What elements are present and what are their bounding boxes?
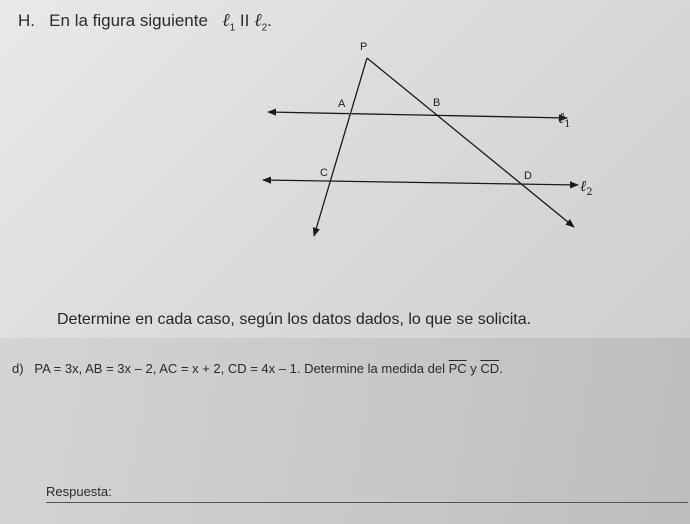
label-a: A	[338, 98, 346, 110]
label-l2-symbol: ℓ	[580, 177, 587, 195]
heading-l1: ℓ	[222, 10, 230, 31]
label-l1-sub: 1	[564, 119, 571, 130]
heading-l2: ℓ	[254, 10, 262, 31]
label-d: D	[524, 170, 532, 182]
heading-letter: H.	[18, 11, 35, 30]
label-l2	[580, 177, 593, 198]
label-l1-symbol: ℓ	[558, 109, 565, 127]
answer-label: Respuesta:	[46, 484, 112, 499]
problem-label: d)	[12, 361, 24, 376]
heading-l1-sub: 1	[229, 22, 236, 34]
problem-connector: y	[470, 361, 477, 376]
line-pd	[367, 58, 574, 227]
line-pc	[314, 58, 367, 236]
answer-line[interactable]	[46, 502, 688, 503]
instruction-text: Determine en cada caso, según los datos dados, lo que se solicita.	[57, 311, 532, 328]
label-c: C	[320, 167, 328, 179]
heading-l2-sub: 2	[261, 22, 268, 34]
segment-cd: $\overline{CD}$	[480, 361, 500, 376]
line-l1	[268, 112, 567, 118]
heading-parallel: II	[239, 11, 250, 30]
problem-end: .	[499, 361, 503, 376]
label-p: P	[360, 41, 368, 53]
heading-text: En la figura siguiente	[49, 11, 208, 30]
heading-period: .	[267, 11, 272, 30]
label-b: B	[433, 97, 441, 109]
segment-pc: $\overline{PC}$	[448, 361, 467, 376]
label-l2-sub: 2	[586, 187, 593, 198]
label-l1	[558, 109, 571, 130]
problem-data: PA = 3x, AB = 3x – 2, AC = x + 2, CD = 4x – 1. Determine la medida del	[34, 361, 445, 376]
problem-d	[12, 361, 503, 376]
